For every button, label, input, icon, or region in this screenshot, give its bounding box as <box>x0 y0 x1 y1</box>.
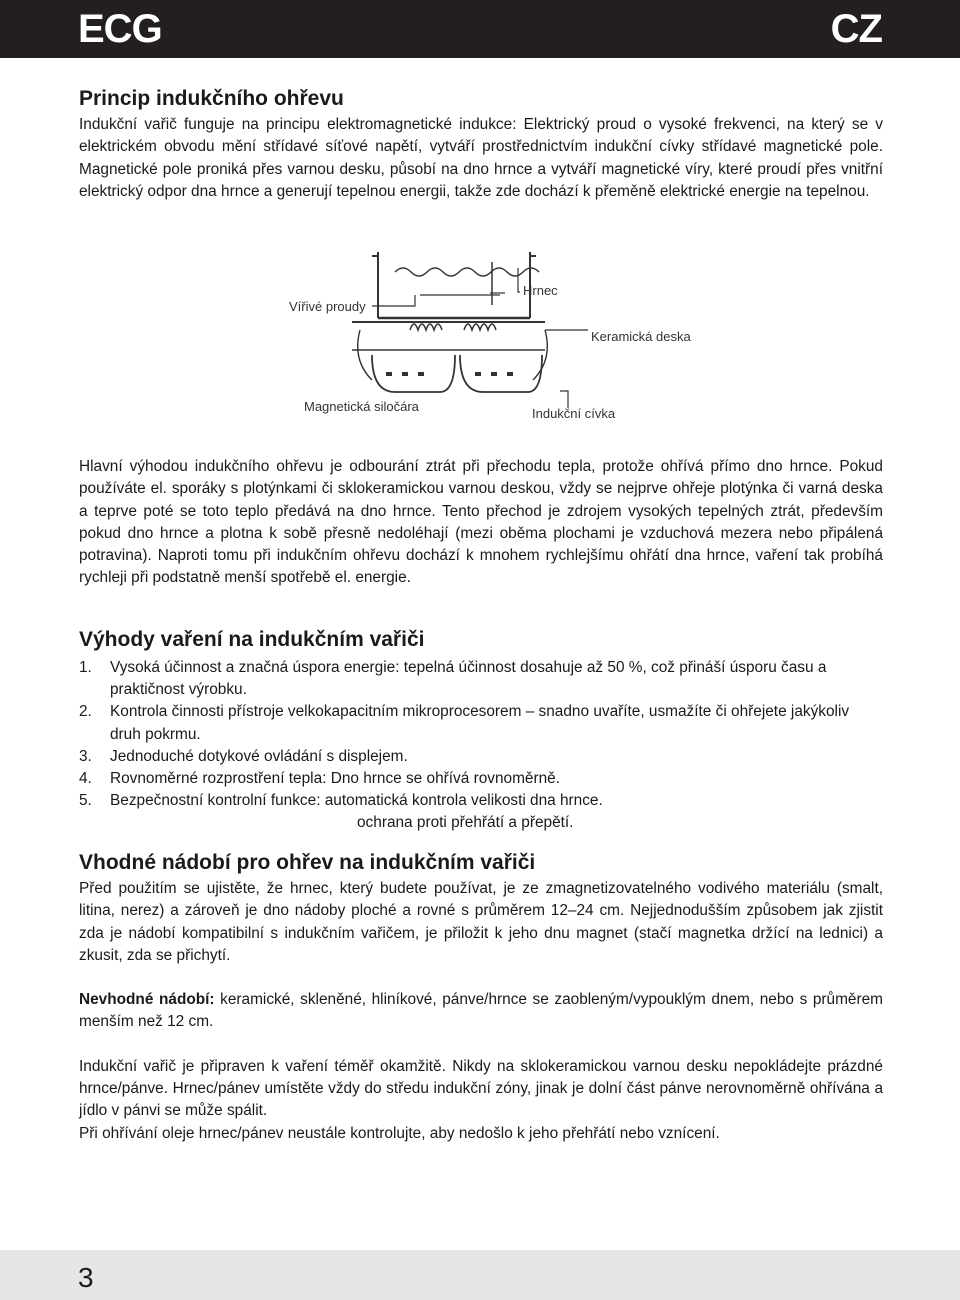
unsuitable-paragraph <box>79 989 883 1034</box>
page-number: 3 <box>78 1262 94 1293</box>
label-magnetic-field-lines: Magnetická siločára <box>304 399 419 414</box>
benefits-list <box>79 657 883 812</box>
list-item: 4. Rovnoměrné rozprostření tepla: Dno hrnce se ohřívá rovnoměrně. <box>79 770 560 788</box>
label-vortex-currents: Vířivé proudy <box>289 299 366 314</box>
unsuitable-label: Nevhodné nádobí: <box>79 991 215 1009</box>
section-benefits <box>79 627 883 835</box>
label-pot: Hrnec <box>523 283 558 298</box>
list-item: 5. Bezpečnostní kontrolní funkce: automatická kontrola velikosti dna hrnce. <box>79 792 603 810</box>
page-header <box>0 0 960 58</box>
section-title: Princip indukčního ohřevu <box>79 87 344 110</box>
page-footer <box>0 1250 960 1300</box>
language-code: CZ <box>830 7 882 51</box>
label-induction-coil: Indukční cívka <box>532 406 616 421</box>
section-principle <box>79 86 883 203</box>
principle-paragraph: Indukční vařič funguje na principu elektromagnetické indukce: Elektrický proud o vysoké frekvenci, na který se v elektrickém obvodu mění střídavé síťové napětí, vytváří prostřednictvím indukční cívky střídavé magnetické pole. Magnetické pole proniká přes varnou desku, působí na dno hrnce a vytváří magnetické víry, které proudí přes vnitřní elektrický odpor dna hrnce a generují tepelnou energii, takže zde dochází k přeměně elektrické energie na tepelnou. <box>79 116 883 200</box>
section-title: Výhody vaření na indukčním vařiči <box>79 628 425 651</box>
benefits-extra-line: ochrana proti přehřátí a přepětí. <box>357 814 574 832</box>
list-item: 2. Kontrola činnosti přístroje velkokapacitním mikroprocesorem – snadno uvaříte, usmažíte či ohřejete jakýkoliv druh pokrmu. <box>79 703 850 743</box>
section-title: Vhodné nádobí pro ohřev na indukčním vařiči <box>79 851 536 874</box>
readiness-paragraph: Indukční vařič je připraven k vaření téměř okamžitě. Nikdy na sklokeramickou varnou desku nepokládejte prázdné hrnce/pánve. Hrnec/pánev umístěte vždy do středu indukční zóny, jinak je dolní část pánve nerovnoměrně ohřívána a jídlo v pánvi se může spálit. <box>79 1057 883 1120</box>
section-cookware <box>79 850 883 1145</box>
cookware-paragraph: Před použitím se ujistěte, že hrnec, který budete používat, je ze zmagnetizovatelného vodivého materiálu (smalt, litina, nerez) a zároveň je dno nádoby ploché a rovné s průměrem 12–24 cm. Nejjednodušším způsobem jak zjistit zda je nádobí kompatibilní s indukčním vařičem, je přiložit k jeho dnu magnet (stačí magnetka držící na lednici) a zkusit, zda se přichytí. <box>79 880 883 964</box>
list-item: 1. Vysoká účinnost a značná úspora energie: tepelná účinnost dosahuje až 50 %, což přináší úsporu času a praktičnost výrobku. <box>79 659 827 699</box>
label-ceramic-plate: Keramická deska <box>591 329 691 344</box>
section-advantage-text <box>79 456 883 590</box>
list-item: 3. Jednoduché dotykové ovládání s displejem. <box>79 747 408 765</box>
oil-warning-paragraph: Při ohřívání oleje hrnec/pánev neustále kontrolujte, aby nedošlo k jeho přehřátí nebo vznícení. <box>79 1124 720 1142</box>
diagram-drawing <box>0 0 960 440</box>
unsuitable-text: keramické, skleněné, hliníkové, pánve/hrnce se zaobleným/vypouklým dnem, nebo s průměrem menším než 12 cm. <box>79 991 883 1031</box>
brand-logo: ECG <box>78 7 162 51</box>
advantage-paragraph: Hlavní výhodou indukčního ohřevu je odbourání ztrát při přechodu tepla, protože ohřívá přímo dno hrnce. Pokud používáte el. sporáky s plotýnkami či sklokeramickou varnou deskou, vždy se nejprve ohřeje plotýnka či varná deska a teprve poté se toto teplo předává na dno hrnce. Tento přechod je zdrojem vysokých tepelných ztrát, především pokud dno hrnce a plotna k sobě přesně nedoléhají (mezi oběma plochami je vzduchová mezera nebo připálená potravina). Naproti tomu při indukčním ohřevu dochází k mnohem rychlejšímu ohřátí dna hrnce, vaření tak probíhá rychleji při podstatně menší spotřebě el. energie. <box>79 458 883 587</box>
